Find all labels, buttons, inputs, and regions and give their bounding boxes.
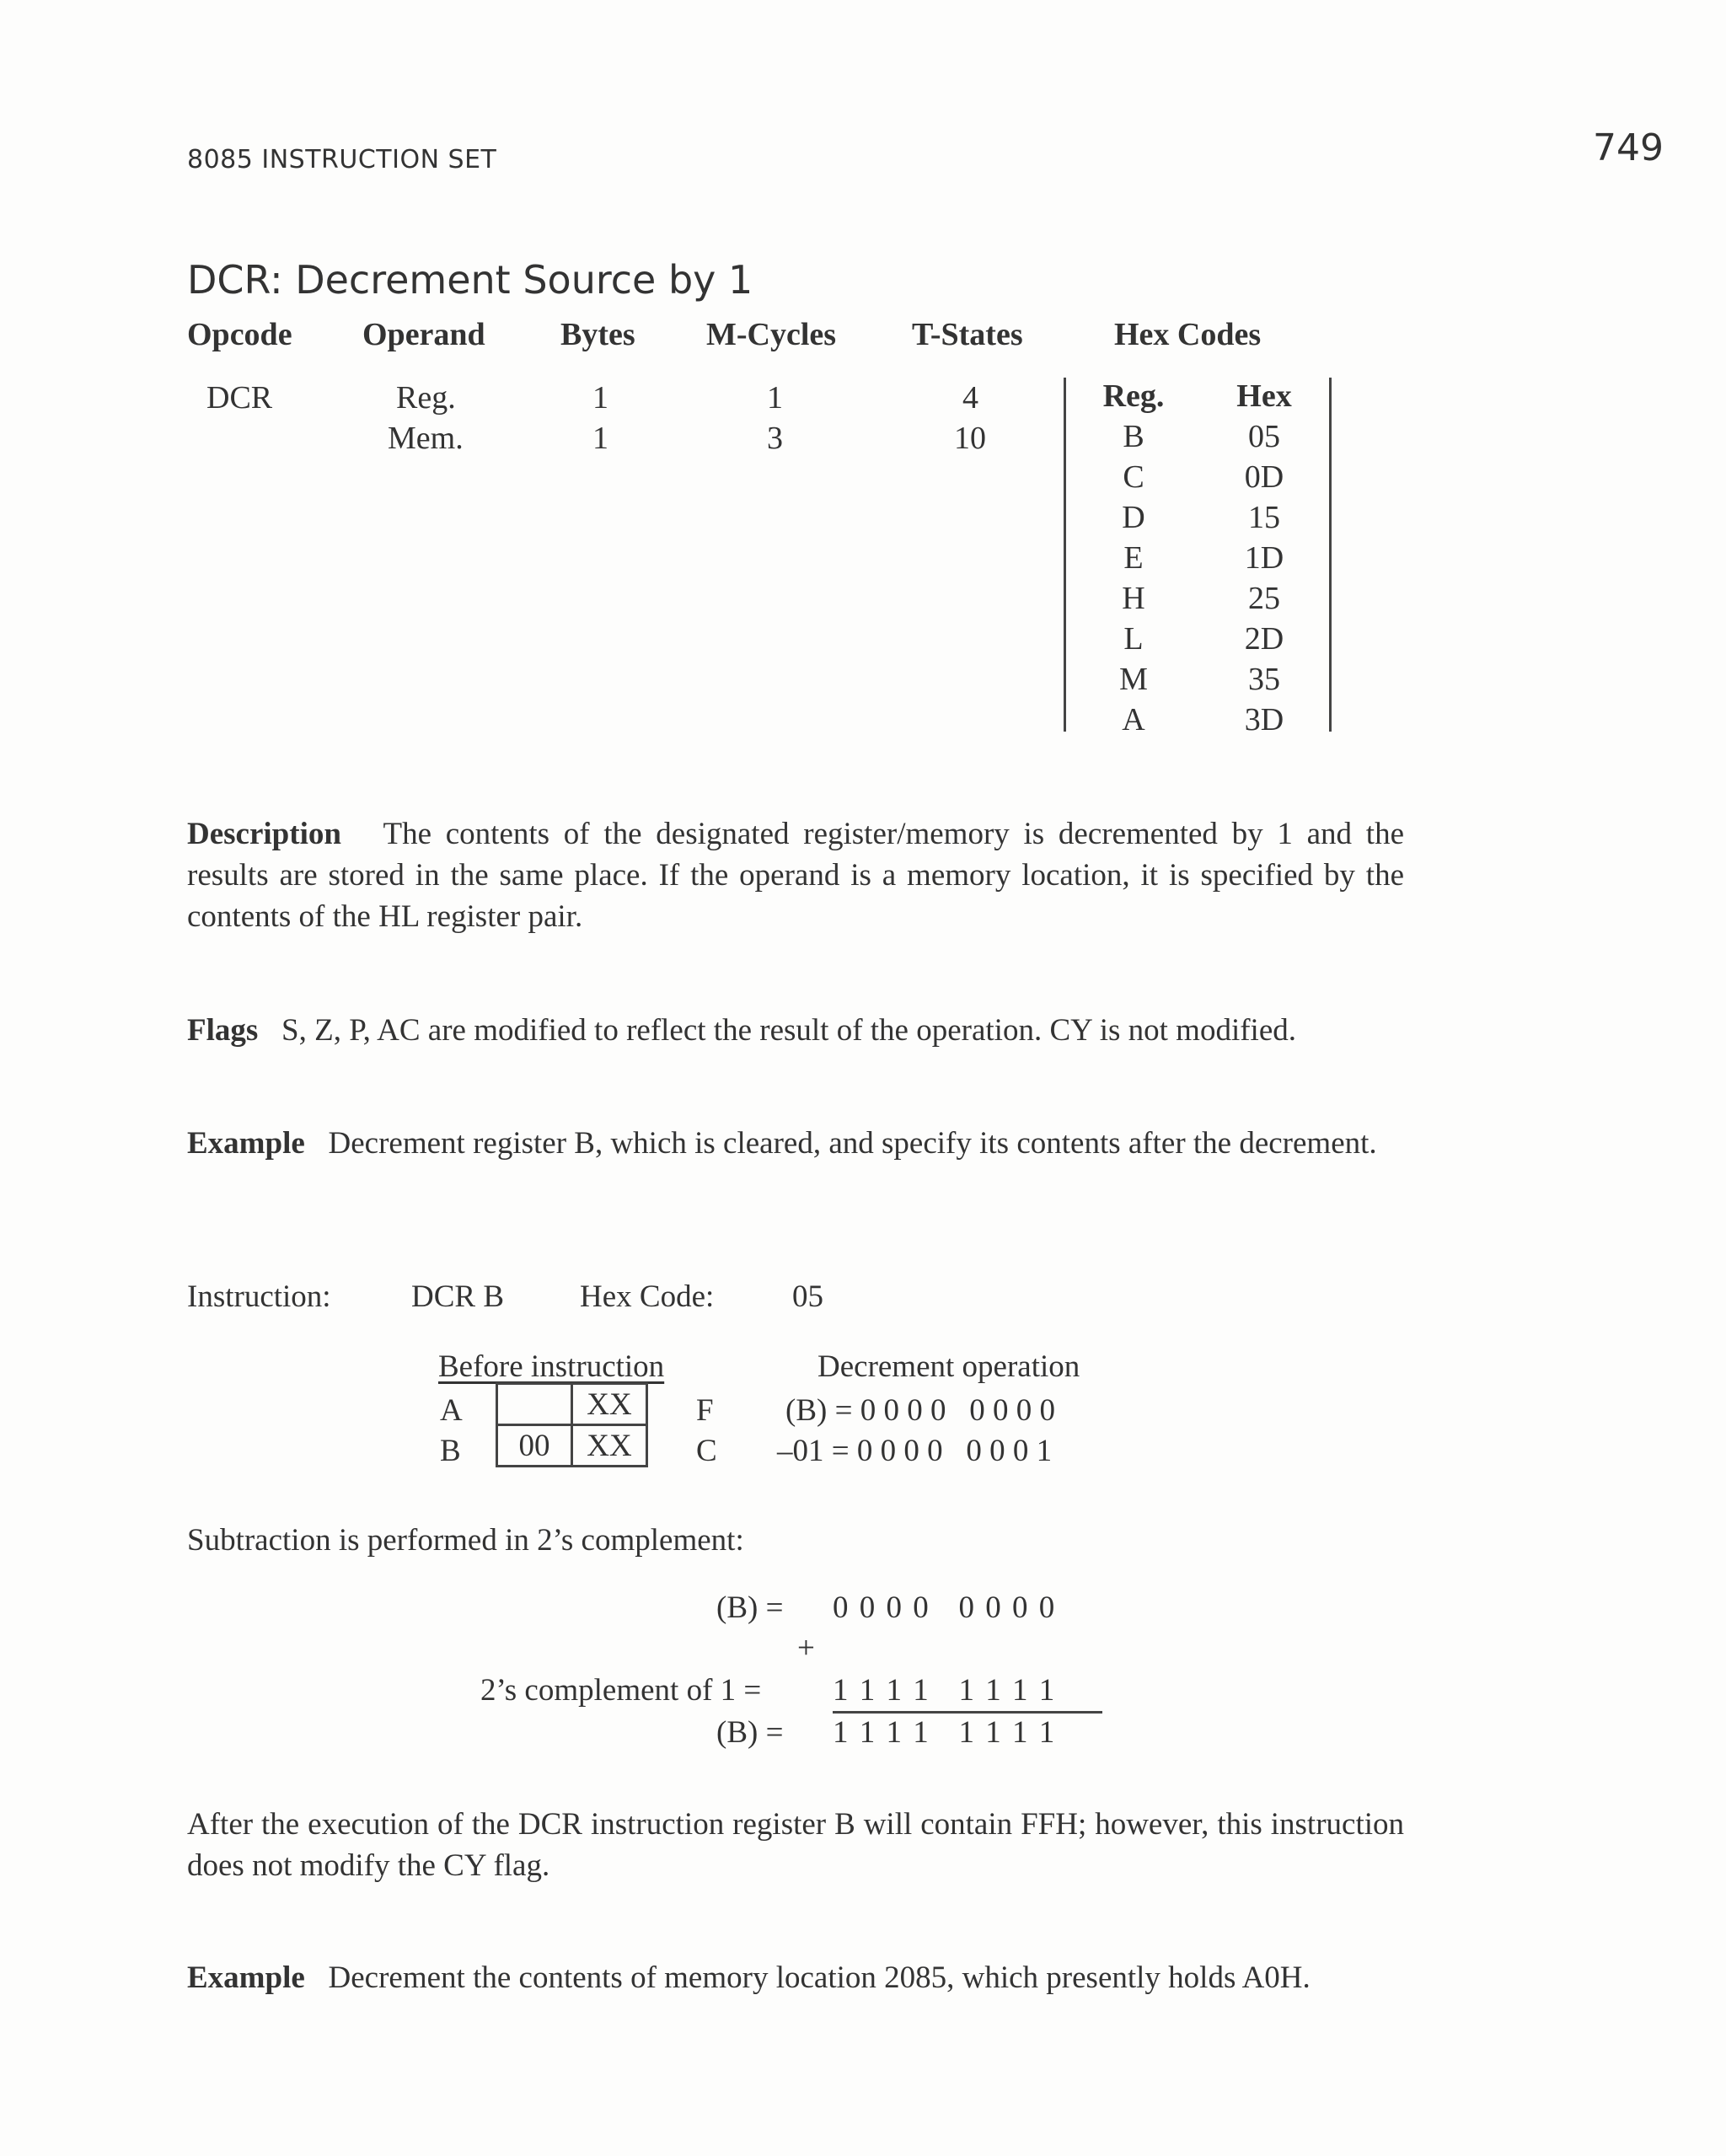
- register-a-label: A: [440, 1393, 463, 1428]
- hex-codes-reg: E: [1123, 540, 1144, 576]
- header-mcycles: M-Cycles: [706, 317, 837, 352]
- hex-codes-reg: H: [1122, 581, 1145, 616]
- register-b-cell: 00: [497, 1425, 572, 1467]
- flag-register-cell: XX: [572, 1384, 647, 1425]
- hex-codes-header-row: [1066, 378, 1329, 418]
- hex-codes-row: [1066, 499, 1329, 539]
- header-tstates: T-States: [912, 317, 1023, 352]
- instruction-value: DCR B: [411, 1279, 505, 1314]
- example2-label: Example: [187, 1960, 305, 1995]
- register-diagram: [496, 1382, 648, 1467]
- hex-codes-reg: L: [1123, 621, 1144, 657]
- subtraction-b-label: (B) =: [716, 1590, 784, 1625]
- header-hex-codes: Hex Codes: [1114, 317, 1262, 352]
- hex-codes-reg: B: [1123, 419, 1144, 454]
- row2-operand: Mem.: [388, 421, 464, 456]
- register-c-cell: XX: [572, 1425, 647, 1467]
- hex-codes-row: [1066, 620, 1329, 661]
- row2-tstates: 10: [954, 421, 986, 456]
- row1-mcycles: 1: [767, 380, 783, 416]
- hex-codes-hex: 3D: [1244, 702, 1284, 737]
- header-operand: Operand: [362, 317, 485, 352]
- description-paragraph: [187, 813, 1404, 937]
- hex-codes-row: [1066, 580, 1329, 620]
- row1-operand: Reg.: [396, 380, 456, 416]
- hex-code-label: Hex Code:: [580, 1279, 715, 1314]
- hex-codes-table: [1064, 378, 1332, 737]
- register-c-label: C: [696, 1434, 717, 1468]
- description-text: The contents of the designated register/memory is decremented by 1 and the results are stored in the same place. If the operand is a memory location, it is specified by the contents of the HL register pair.: [187, 817, 1404, 934]
- hex-codes-reg: C: [1123, 459, 1144, 495]
- after-execution-paragraph: After the execution of the DCR instruction register B will contain FFH; however, this instruction does not modify the CY flag.: [187, 1807, 1404, 1883]
- hex-codes-hex: 25: [1248, 581, 1280, 616]
- decrement-operation-heading: Decrement operation: [817, 1349, 1080, 1384]
- hex-codes-reg: A: [1122, 702, 1145, 737]
- flags-text: S, Z, P, AC are modified to reflect the result of the operation. CY is not modified.: [281, 1013, 1297, 1048]
- row1-opcode: DCR: [206, 380, 273, 416]
- row1-bytes: 1: [592, 380, 608, 416]
- row2-mcycles: 3: [767, 421, 783, 456]
- hex-codes-hex: 1D: [1244, 540, 1284, 576]
- before-instruction-heading: Before instruction: [438, 1349, 665, 1384]
- flags-label: Flags: [187, 1013, 259, 1048]
- header-opcode: Opcode: [187, 317, 292, 352]
- running-head: 8085 INSTRUCTION SET: [187, 145, 497, 174]
- hex-codes-hex: 35: [1248, 662, 1280, 697]
- twos-complement-label: 2’s complement of 1 =: [480, 1673, 762, 1708]
- hex-codes-hex: 15: [1248, 500, 1280, 535]
- hex-codes-reg: M: [1119, 662, 1148, 697]
- hex-codes-reg-header: Reg.: [1102, 378, 1165, 414]
- subtraction-text: Subtraction is performed in 2’s complement:: [187, 1523, 744, 1558]
- hex-codes-row: [1066, 459, 1329, 499]
- hex-codes-hex: 2D: [1244, 621, 1284, 657]
- row1-tstates: 4: [962, 380, 978, 416]
- description-label: Description: [187, 817, 341, 851]
- section-title: DCR: Decrement Source by 1: [187, 257, 753, 303]
- hex-codes-hex-header: Hex: [1236, 378, 1292, 414]
- subtraction-result-value: 1 1 1 1 1 1 1 1: [833, 1715, 1057, 1750]
- hex-codes-hex: 0D: [1244, 459, 1284, 495]
- subtraction-b-value: 0 0 0 0 0 0 0 0: [833, 1590, 1057, 1625]
- hex-codes-hex: 05: [1248, 419, 1280, 454]
- decrement-line-2: –01 = 0 0 0 0 0 0 0 1: [777, 1434, 1053, 1468]
- example1-text: Decrement register B, which is cleared, and specify its contents after the decrement.: [328, 1126, 1377, 1161]
- hex-codes-reg: D: [1122, 500, 1145, 535]
- example1-paragraph: [187, 1123, 1404, 1164]
- page-number: 749: [1593, 126, 1664, 169]
- hex-codes-row: [1066, 661, 1329, 701]
- decrement-line-1: (B) = 0 0 0 0 0 0 0 0: [785, 1393, 1055, 1428]
- instruction-label: Instruction:: [187, 1279, 331, 1314]
- subtraction-result-label: (B) =: [716, 1715, 784, 1750]
- hex-code-value: 05: [792, 1279, 823, 1314]
- register-b-label: B: [440, 1434, 461, 1468]
- example2-paragraph: [187, 1957, 1404, 1998]
- register-a-cell: [497, 1384, 572, 1425]
- example2-text: Decrement the contents of memory location 2085, which presently holds A0H.: [328, 1960, 1311, 1995]
- hex-codes-row: [1066, 418, 1329, 459]
- plus-sign: +: [797, 1631, 815, 1665]
- twos-complement-value: 1 1 1 1 1 1 1 1: [833, 1673, 1057, 1708]
- hex-codes-row: [1066, 539, 1329, 580]
- flags-paragraph: [187, 1010, 1404, 1051]
- header-bytes: Bytes: [560, 317, 635, 352]
- row2-bytes: 1: [592, 421, 608, 456]
- hex-codes-row: [1066, 701, 1329, 742]
- example1-label: Example: [187, 1126, 305, 1161]
- register-f-label: F: [696, 1393, 714, 1428]
- sum-rule: [833, 1711, 1102, 1714]
